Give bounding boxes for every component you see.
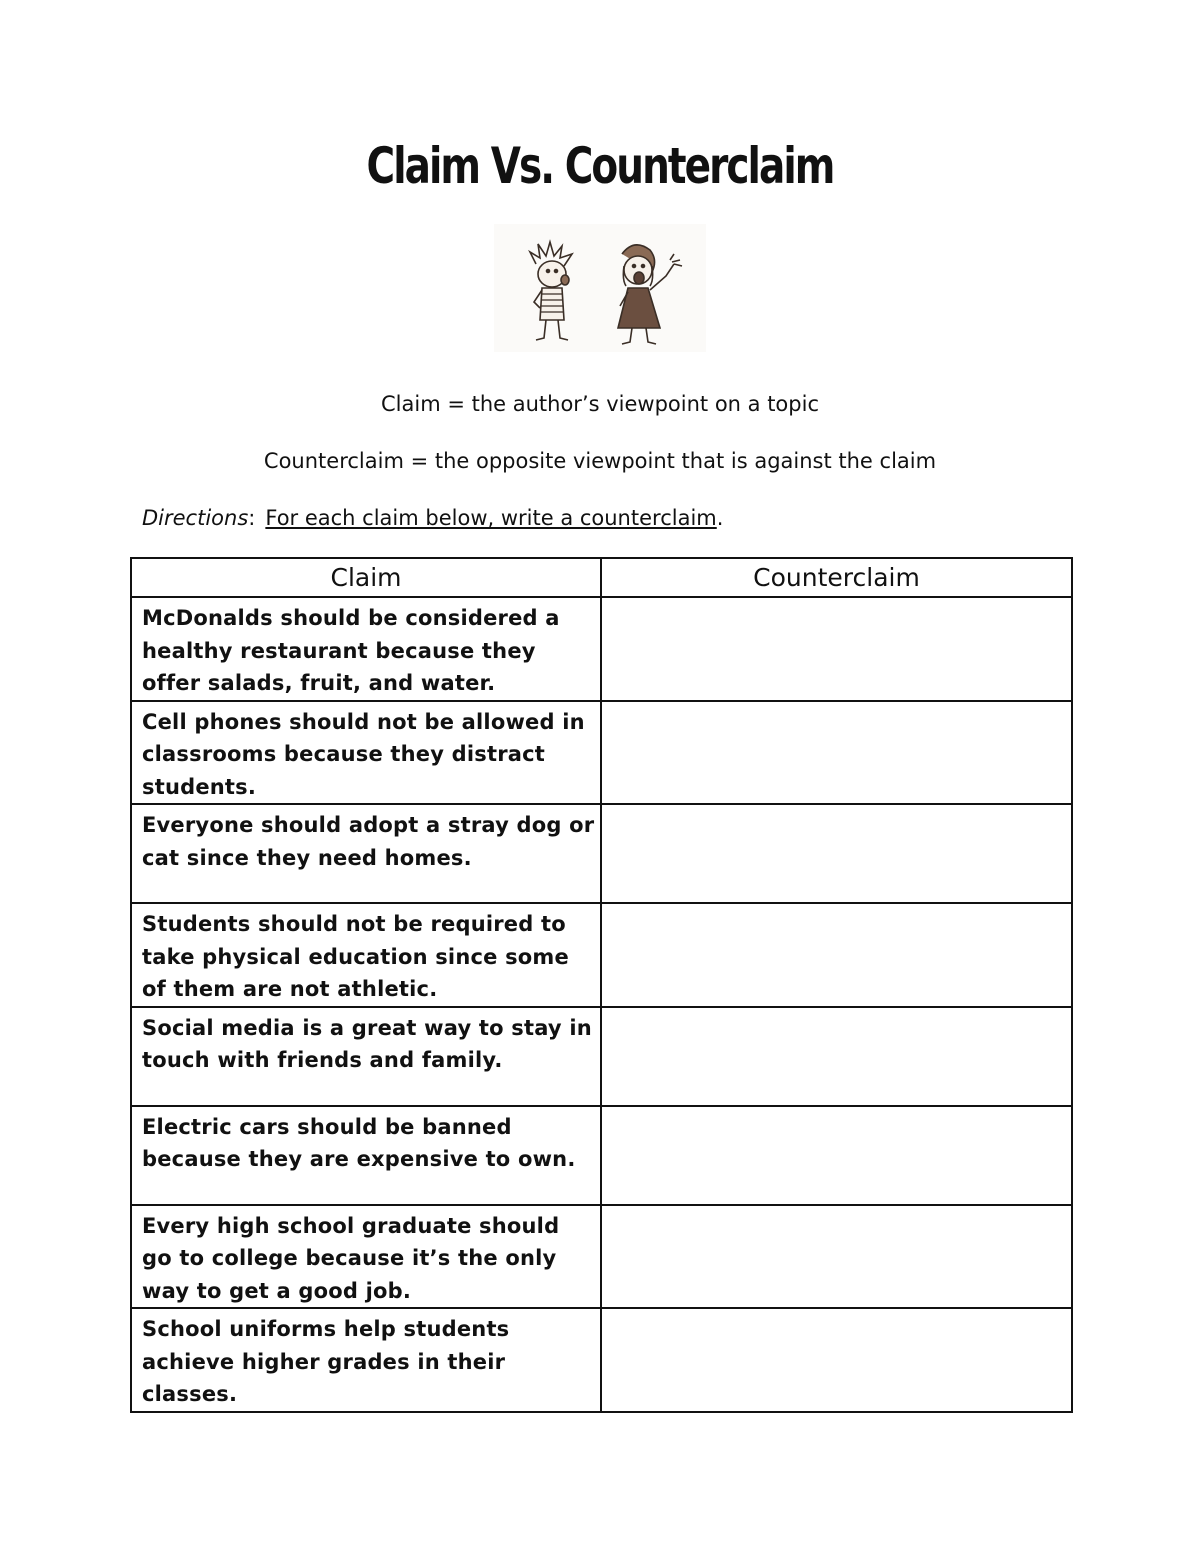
counterclaim-text xyxy=(602,1309,1071,1313)
cartoon-illustration xyxy=(494,224,706,352)
counterclaim-column-header: Counterclaim xyxy=(601,558,1072,597)
claim-cell xyxy=(131,804,601,903)
claim-text: Social media is a great way to stay in touch with friends and family. xyxy=(142,1015,592,1072)
counterclaim-cell[interactable] xyxy=(601,701,1072,805)
claim-cell xyxy=(131,701,601,805)
claim-text: Cell phones should not be allowed in classrooms because they distract students. xyxy=(142,709,585,799)
counterclaim-text xyxy=(602,598,1071,602)
table-row xyxy=(131,597,1072,701)
directions-text: For each claim below, write a counterclaim xyxy=(265,506,717,530)
counterclaim-text xyxy=(602,1107,1071,1111)
claim-text: Every high school graduate should go to college because it’s the only way to get a good job. xyxy=(142,1213,560,1303)
claim-definition: Claim = the author’s viewpoint on a topic xyxy=(381,392,819,416)
counterclaim-text xyxy=(602,805,1071,809)
table-row xyxy=(131,804,1072,903)
table-row xyxy=(131,1308,1072,1412)
table-row xyxy=(131,1106,1072,1205)
claim-text: McDonalds should be considered a healthy restaurant because they offer salads, fruit, and water. xyxy=(142,606,560,695)
counterclaim-text xyxy=(602,702,1071,706)
counterclaim-cell[interactable] xyxy=(601,903,1072,1007)
claim-text: School uniforms help students achieve higher grades in their classes. xyxy=(142,1317,510,1406)
directions-label: Directions xyxy=(142,506,249,530)
claim-cell xyxy=(131,1007,601,1106)
claim-column-header: Claim xyxy=(131,558,601,597)
claim-cell xyxy=(131,597,601,701)
counterclaim-definition: Counterclaim = the opposite viewpoint that is against the claim xyxy=(263,449,937,473)
counterclaim-cell[interactable] xyxy=(601,1106,1072,1205)
claim-cell xyxy=(131,1308,601,1412)
counterclaim-cell[interactable] xyxy=(601,1007,1072,1106)
counterclaim-cell[interactable] xyxy=(601,597,1072,701)
table-row xyxy=(131,1007,1072,1106)
table-header-row xyxy=(131,558,1072,597)
counterclaim-text xyxy=(602,1206,1071,1210)
claim-cell xyxy=(131,1106,601,1205)
claim-text: Everyone should adopt a stray dog or cat since they need homes. xyxy=(142,813,595,870)
directions-period: . xyxy=(716,506,724,530)
table-row xyxy=(131,1205,1072,1309)
directions-colon: : xyxy=(248,506,256,530)
claim-text: Students should not be required to take physical education since some of them are not athletic. xyxy=(142,912,569,1001)
directions xyxy=(142,504,723,532)
claim-cell xyxy=(131,903,601,1007)
claim-text: Electric cars should be banned because they are expensive to own. xyxy=(142,1114,576,1171)
counterclaim-cell[interactable] xyxy=(601,1308,1072,1412)
page-title: Claim Vs. Counterclaim xyxy=(366,137,834,195)
table-row xyxy=(131,701,1072,805)
table-row xyxy=(131,903,1072,1007)
counterclaim-text xyxy=(602,1008,1071,1012)
claim-cell xyxy=(131,1205,601,1309)
counterclaim-cell[interactable] xyxy=(601,804,1072,903)
counterclaim-cell[interactable] xyxy=(601,1205,1072,1309)
counterclaim-text xyxy=(602,904,1071,908)
claims-table xyxy=(130,557,1073,1413)
